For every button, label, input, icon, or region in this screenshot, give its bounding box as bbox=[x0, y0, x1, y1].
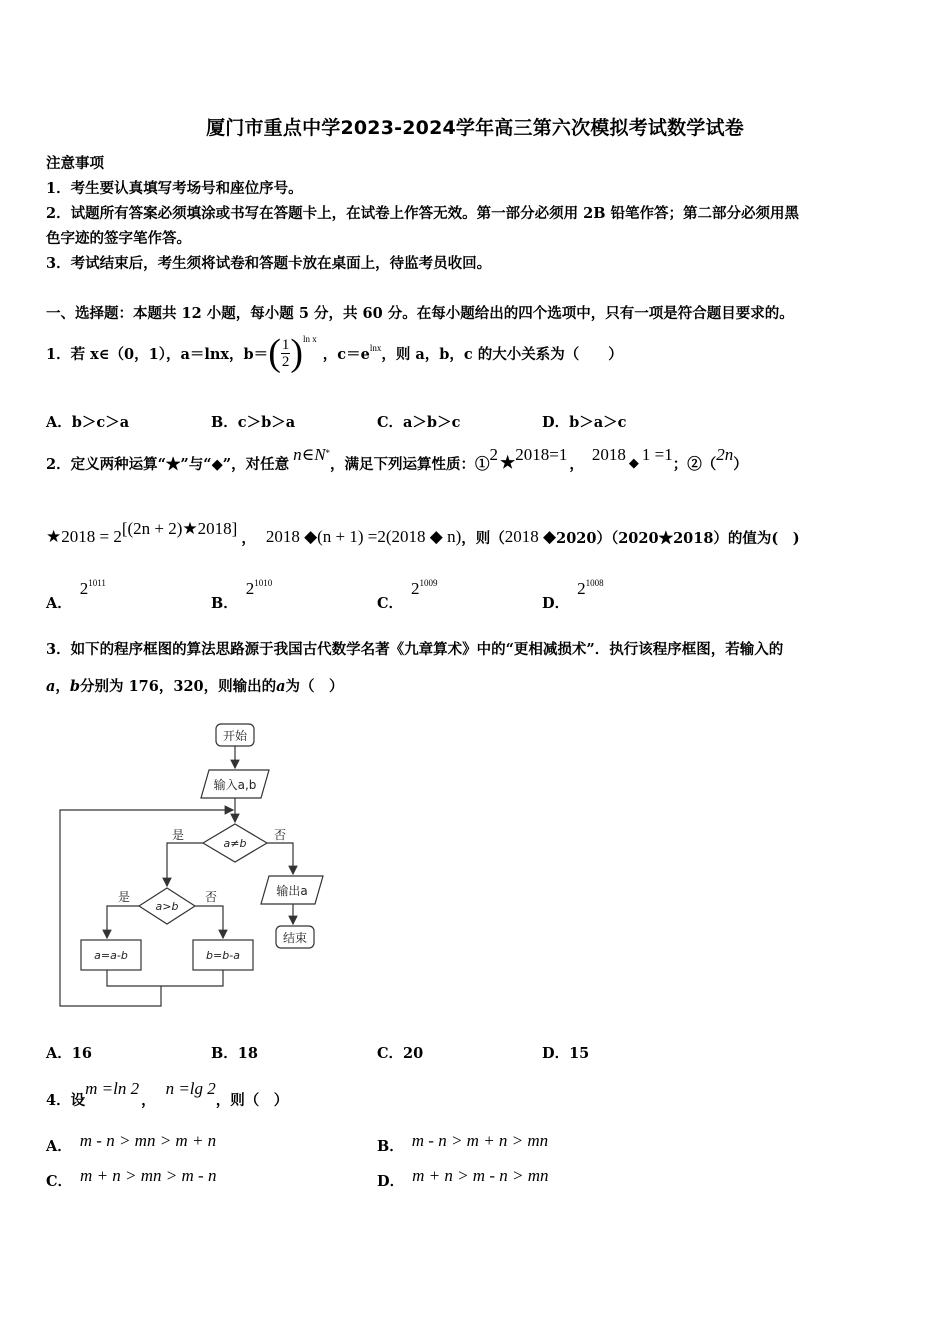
q1-frac-num: 1 bbox=[281, 336, 290, 353]
q2-two-n: 2n bbox=[716, 445, 734, 464]
q4-option-a-expr: m - n > mn > m + n bbox=[79, 1131, 217, 1150]
q1-b-exponent: ln x bbox=[303, 334, 317, 344]
q2-option-a bbox=[46, 578, 106, 612]
q4-suffix: ，则（ ） bbox=[215, 1091, 289, 1109]
notice-item-1: 1．考生要认真填写考场号和座位序号。 bbox=[46, 180, 303, 197]
q3-suffix: 为（ ） bbox=[285, 678, 344, 695]
q3-var-a-out: a bbox=[276, 678, 286, 695]
section-heading: 一、选择题：本题共 12 小题，每小题 5 分，共 60 分。在每小题给出的四个选项中，只有一项是符合题目要求的。 bbox=[46, 305, 794, 322]
q1-c-exponent: lnx bbox=[369, 343, 382, 353]
q2-eq1: 2018=1 bbox=[515, 445, 568, 464]
flow-no2-label: 否 bbox=[204, 890, 218, 904]
q3-comma: ， bbox=[55, 678, 70, 695]
q2-line2-e: 2018 ◆ bbox=[504, 527, 557, 546]
q2-option-a-label: A． bbox=[46, 595, 72, 612]
q3-var-a: a bbox=[46, 678, 56, 695]
q4-option-b-expr: m - n > m + n > mn bbox=[411, 1131, 549, 1150]
question-2-line-2 bbox=[46, 520, 800, 554]
flow-arrow-cond2-yes bbox=[107, 906, 139, 938]
q2-option-b-exp: 1010 bbox=[254, 578, 273, 588]
q1-frac-den: 2 bbox=[281, 353, 290, 370]
q3-option-a: A．16 bbox=[46, 1045, 92, 1062]
q2-sep: ；②（ bbox=[672, 455, 717, 473]
q2-option-c-base: 2 bbox=[411, 579, 420, 598]
flow-arrow-cond1-yes bbox=[167, 843, 203, 886]
question-3-line-1: 3．如下的程序框图的算法思路源于我国古代数学名著《九章算术》中的“更相减损术”．执行该程序框图，若输入的 bbox=[46, 641, 784, 658]
q3-text: 分别为 176，320，则输出的 bbox=[80, 678, 277, 695]
q1-suffix: ，则 a，b，c 的大小关系为（ ） bbox=[381, 345, 623, 363]
q4-option-c-expr: m + n > mn > m - n bbox=[80, 1166, 217, 1185]
q2-option-c bbox=[377, 578, 438, 612]
q2-bracket: [(2n + 2)★2018] bbox=[121, 519, 238, 538]
notice-item-3: 3．考试结束后，考生须将试卷和答题卡放在桌面上，待监考员收回。 bbox=[46, 255, 492, 272]
question-4 bbox=[46, 1074, 288, 1108]
q2-option-b-base: 2 bbox=[245, 579, 255, 598]
q1-option-d: D．b＞a＞c bbox=[542, 414, 627, 431]
q1-left-paren: ( bbox=[268, 332, 281, 374]
q2-star-1: ★ bbox=[500, 453, 516, 473]
q2-option-d bbox=[542, 578, 604, 612]
q4-option-d-label: D． bbox=[377, 1173, 405, 1190]
notice-item-2-cont: 色字迹的签字笔作答。 bbox=[46, 230, 191, 247]
q2-n-in: n∈N bbox=[293, 445, 326, 464]
q4-prefix: 4．设 bbox=[46, 1091, 86, 1109]
q4-comma: ， bbox=[141, 1091, 156, 1109]
q3-option-b: B．18 bbox=[211, 1045, 258, 1062]
q2-line1-b: ，满足下列运算性质：① bbox=[330, 455, 490, 473]
q4-option-c bbox=[46, 1165, 217, 1190]
flow-yes1-label: 是 bbox=[171, 828, 185, 842]
q2-line1-a: 2．定义两种运算“★”与“◆”，对任意 bbox=[46, 455, 290, 473]
q2-eq2: 1 =1 bbox=[641, 445, 673, 464]
q2-option-d-base: 2 bbox=[577, 579, 586, 598]
flow-end-label: 结束 bbox=[282, 931, 308, 945]
q4-option-d-expr: m + n > m - n > mn bbox=[412, 1166, 549, 1185]
page-title: 厦门市重点中学2023-2024学年高三第六次模拟考试数学试卷 bbox=[206, 117, 744, 139]
q4-m-def: m =ln 2 bbox=[85, 1079, 140, 1098]
q1-prefix: 1．若 x∈（0，1），a＝lnx，b＝ bbox=[46, 345, 269, 363]
q2-close: ） bbox=[733, 455, 748, 473]
notice-heading: 注意事项 bbox=[46, 155, 104, 172]
q2-comma: ， bbox=[569, 455, 584, 473]
flow-start-label: 开始 bbox=[222, 729, 248, 743]
q3-var-b: b bbox=[69, 678, 81, 695]
q1-option-c: C．a＞b＞c bbox=[377, 414, 461, 431]
q2-n-star: * bbox=[325, 448, 331, 458]
q2-option-c-label: C． bbox=[377, 595, 404, 612]
q2-diamond-1: ◆ bbox=[628, 455, 639, 471]
q2-line2-b: ， bbox=[241, 529, 256, 547]
flow-box2-label: b=b-a bbox=[206, 949, 240, 962]
q2-option-c-exp: 1009 bbox=[419, 578, 438, 588]
notice-item-2: 2．试题所有答案必须填涂或书写在答题卡上，在试卷上作答无效。第一部分必须用 2B 铅笔作答；第二部分必须用黑 bbox=[46, 205, 800, 222]
q1-fraction bbox=[281, 337, 291, 370]
flowchart bbox=[55, 718, 335, 1013]
flow-arrow-cond2-no bbox=[195, 906, 223, 938]
q2-option-d-exp: 1008 bbox=[585, 578, 604, 588]
q2-two: 2 bbox=[489, 445, 499, 464]
q2-line2-d: ，则（ bbox=[461, 529, 505, 547]
q4-option-d bbox=[377, 1165, 549, 1190]
q4-option-b-label: B． bbox=[377, 1138, 404, 1155]
q4-option-b bbox=[377, 1130, 549, 1155]
q2-option-b bbox=[211, 578, 273, 612]
q4-option-a-label: A． bbox=[46, 1138, 72, 1155]
question-2-line-1 bbox=[46, 446, 748, 480]
flow-merge-line bbox=[107, 970, 223, 986]
q4-option-c-label: C． bbox=[46, 1173, 73, 1190]
q1-option-a: A．b＞c＞a bbox=[46, 414, 130, 431]
flow-output-label: 输出a bbox=[276, 884, 308, 898]
flow-box1-label: a=a-b bbox=[94, 949, 128, 962]
q4-option-a bbox=[46, 1130, 217, 1155]
q2-line2-c: 2018 ◆(n + 1) =2(2018 ◆ n) bbox=[265, 527, 462, 546]
q4-n-def: n =lg 2 bbox=[165, 1079, 216, 1098]
q1-c-part: ，c＝e bbox=[322, 345, 370, 363]
flow-input-label: 输入a,b bbox=[213, 778, 257, 792]
q3-option-c: C．20 bbox=[377, 1045, 424, 1062]
q2-line2-a: ★2018 = 2 bbox=[46, 527, 122, 546]
q2-line2-f: 2020）（2020★2018）的值为( ) bbox=[556, 529, 800, 547]
flow-yes2-label: 是 bbox=[117, 890, 131, 904]
q3-option-d: D．15 bbox=[542, 1045, 590, 1062]
q2-2018: 2018 bbox=[591, 445, 626, 464]
question-3-line-2 bbox=[46, 675, 344, 696]
flow-no1-label: 否 bbox=[273, 828, 287, 842]
q1-option-b: B．c＞b＞a bbox=[211, 414, 296, 431]
q2-option-d-label: D． bbox=[542, 595, 570, 612]
question-1 bbox=[46, 328, 623, 378]
q2-option-a-base: 2 bbox=[79, 579, 89, 598]
flow-arrow-cond1-no bbox=[267, 843, 293, 874]
q2-option-a-exp: 1011 bbox=[88, 578, 106, 588]
flow-cond2-label: a>b bbox=[155, 900, 179, 913]
q2-option-b-label: B． bbox=[211, 595, 238, 612]
q1-right-paren: ) bbox=[290, 332, 303, 374]
flow-cond1-label: a≠b bbox=[223, 837, 247, 850]
